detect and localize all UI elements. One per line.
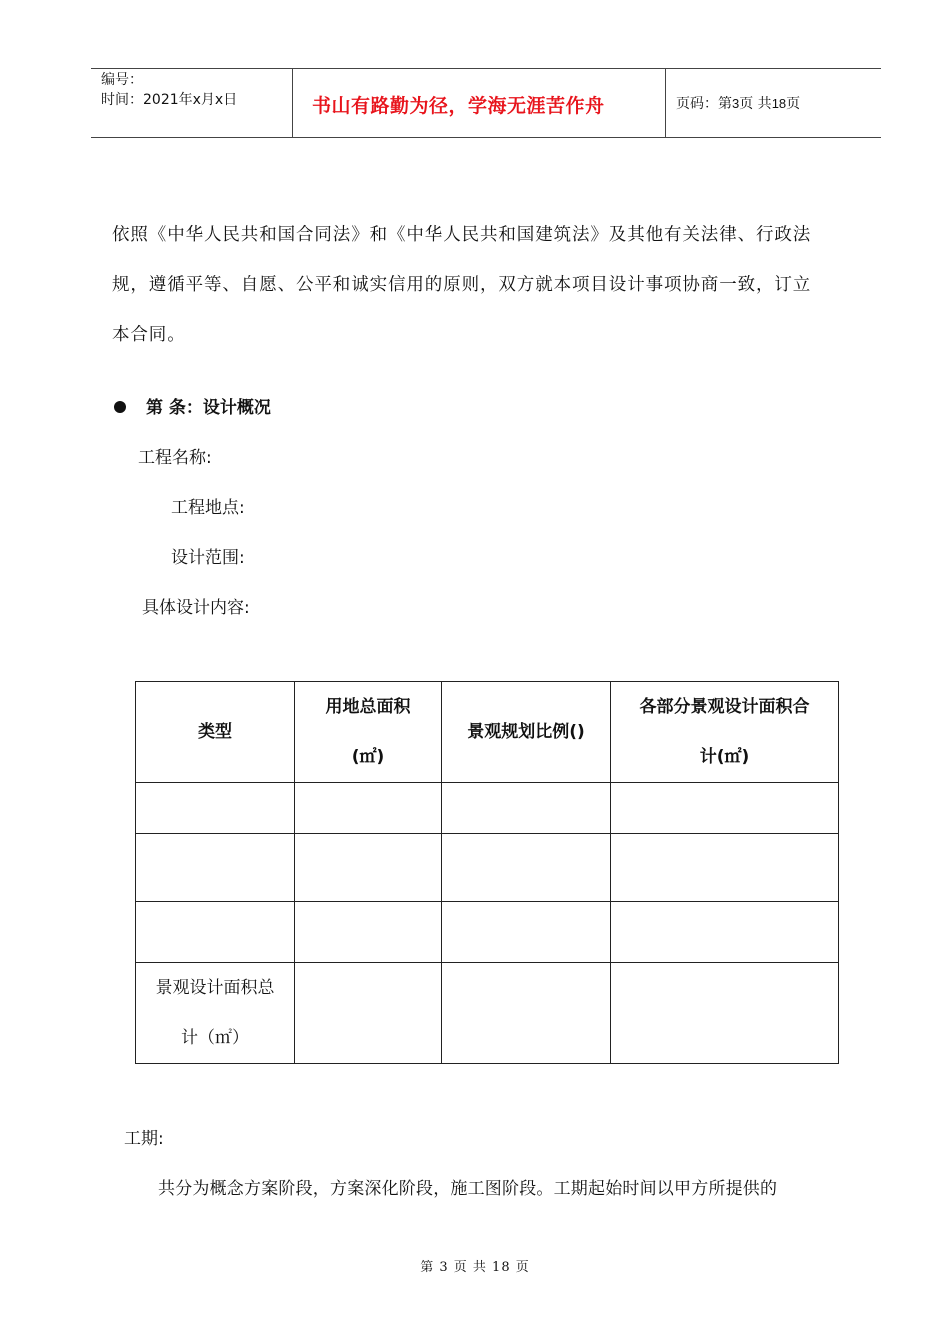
table-cell [611,902,839,963]
table-cell [442,834,611,902]
table-cell [611,783,839,834]
header-land-area-line2: (㎡) [351,747,385,767]
project-name-label: 工程名称: [138,448,212,468]
intro-line-1: 依照《中华人民共和国合同法》和《中华人民共和国建筑法》及其他有关法律、行政法 [112,225,812,245]
table-cell [611,963,839,1064]
table-cell [295,834,442,902]
page-header [91,68,881,138]
table-cell [611,834,839,902]
area-table [135,681,839,1064]
header-sum-area-line2: 计(㎡) [699,747,750,767]
page-footer: 第 3 页 共 18 页 [420,1260,530,1275]
table-cell [442,963,611,1064]
intro-line-2: 规，遵循平等、自愿、公平和诚实信用的原则，双方就本项目设计事项协商一致，订立 [112,275,812,295]
total-label-cell [136,963,295,1064]
header-ratio: 景观规划比例() [442,682,611,783]
project-location-label: 工程地点: [171,498,245,518]
header-sum-area-line1: 各部分景观设计面积合 [639,697,810,717]
header-meta [91,69,293,137]
header-land-area-line1: 用地总面积 [325,697,411,717]
table-cell [295,783,442,834]
table-cell [136,783,295,834]
date-label: 时间：2021年x月x日 [101,92,238,108]
header-page-number [676,93,800,113]
page-prefix: 页码：第 [676,96,732,112]
header-land-area [295,682,442,783]
table-cell [136,902,295,963]
bullet-icon [114,401,126,413]
page-current: 3 [732,96,740,111]
design-scope-label: 设计范围: [171,548,245,568]
header-sum-area [611,682,839,783]
header-page-cell [666,69,881,137]
header-motto-cell [293,69,666,137]
intro-line-3: 本合同。 [112,325,186,345]
page-total: 18 [771,96,787,111]
header-type: 类型 [136,682,295,783]
motto: 书山有路勤为径，学海无涯苦作舟 [312,95,605,117]
table-header-row [136,682,839,783]
table-row [136,783,839,834]
table-row [136,834,839,902]
schedule-text: 共分为概念方案阶段，方案深化阶段，施工图阶段。工期起始时间以甲方所提供的 [158,1179,778,1199]
table-cell [442,902,611,963]
article-title: 第 条：设计概况 [146,398,271,418]
table-cell [295,902,442,963]
total-label-line2: 计（㎡） [181,1028,249,1048]
total-label-line1: 景观设计面积总 [155,978,275,998]
page-mid: 页 共 [739,96,772,112]
table-total-row [136,963,839,1064]
design-content-label: 具体设计内容: [142,598,250,618]
table-cell [136,834,295,902]
page-suffix: 页 [786,96,801,112]
table-cell [295,963,442,1064]
schedule-label: 工期: [124,1129,164,1149]
serial-number-label: 编号： [101,72,143,88]
table-row [136,902,839,963]
table-cell [442,783,611,834]
